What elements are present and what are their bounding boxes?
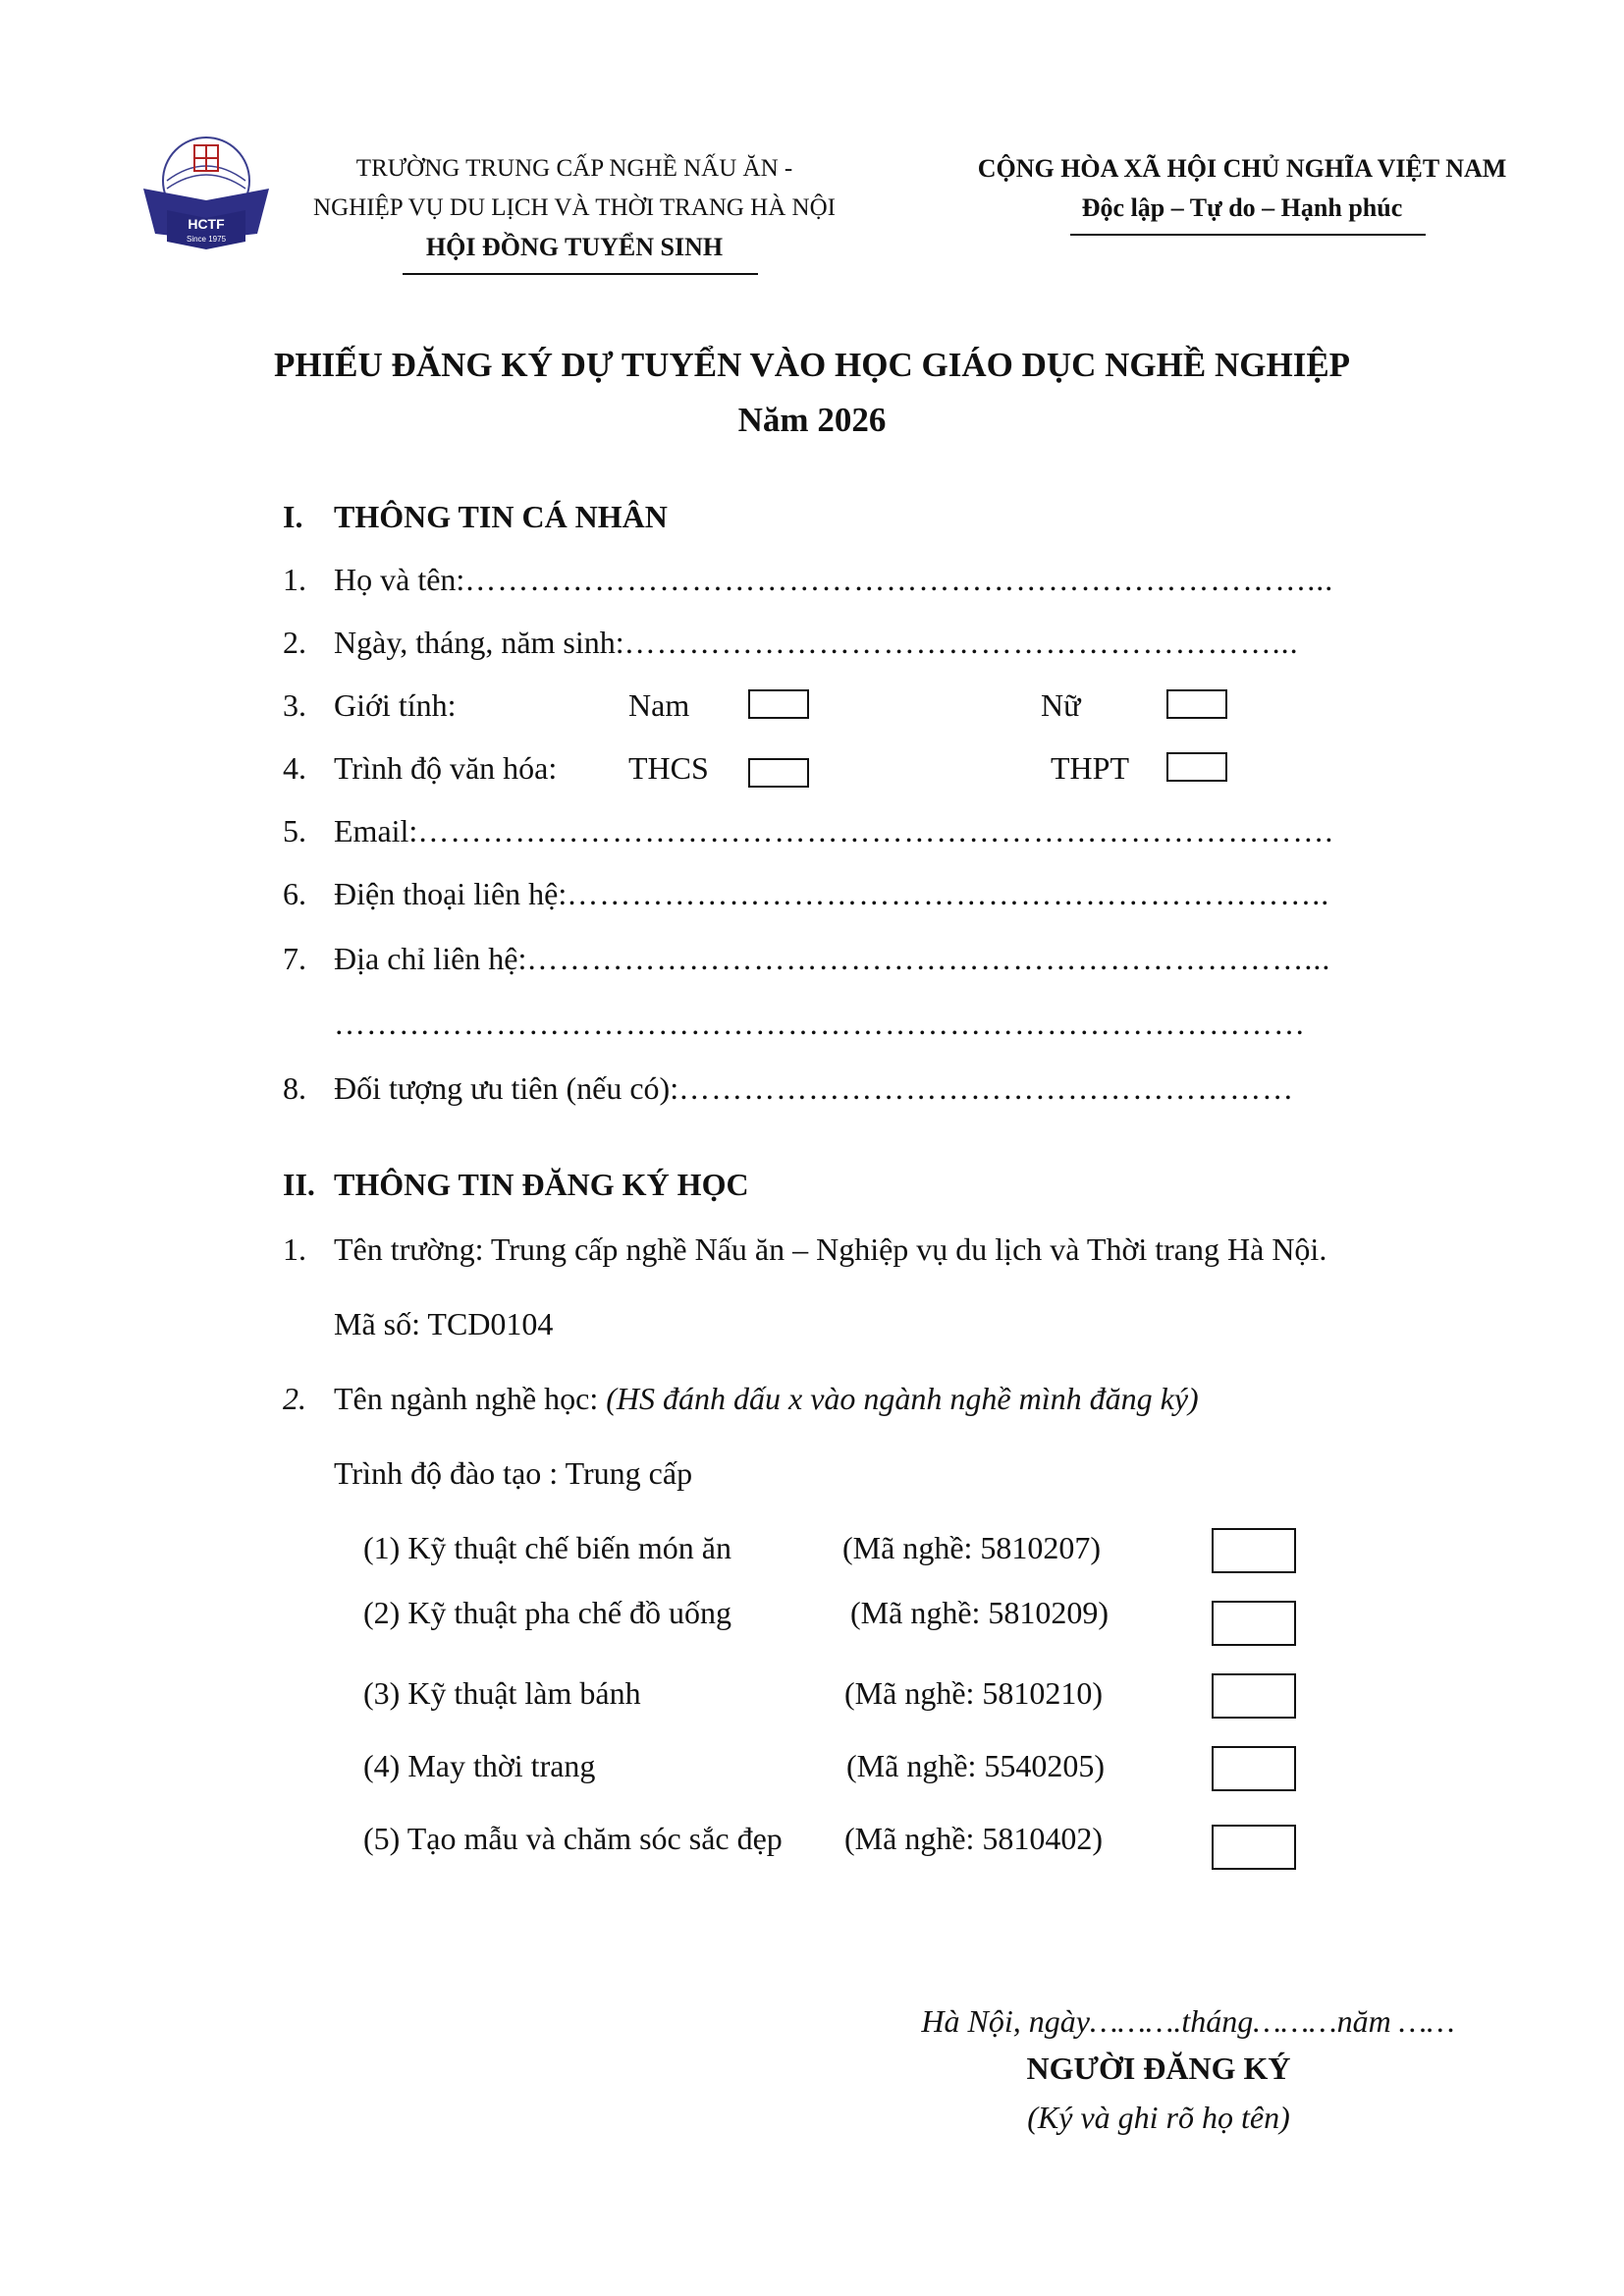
nation-name: CỘNG HÒA XÃ HỘI CHỦ NGHĨA VIỆT NAM xyxy=(977,154,1507,183)
signature-title: NGƯỜI ĐĂNG KÝ xyxy=(1026,2050,1291,2086)
section-personal-info-heading: I. THÔNG TIN CÁ NHÂN xyxy=(283,499,668,534)
nation-motto: Độc lập – Tự do – Hạnh phúc xyxy=(1081,193,1403,222)
course-5-name: (5) Tạo mẫu và chăm sóc sắc đẹp xyxy=(363,1821,783,1856)
major-item: 2. Tên ngành nghề học: (HS đánh dấu x vào ngành nghề mình đăng ký) xyxy=(283,1381,1199,1416)
education-thcs-label: THCS xyxy=(628,750,709,786)
form-title-year: Năm 2026 xyxy=(737,401,887,439)
field-education-level: 4. Trình độ văn hóa: xyxy=(283,750,558,786)
course-3-name: (3) Kỹ thuật làm bánh xyxy=(363,1675,641,1711)
course-3-code: (Mã nghề: 5810210) xyxy=(844,1675,1104,1711)
course-4-checkbox[interactable] xyxy=(1212,1746,1296,1791)
form-title xyxy=(0,338,1624,448)
svg-text:HCTF: HCTF xyxy=(188,216,225,232)
course-2-name: (2) Kỹ thuật pha chế đồ uống xyxy=(363,1595,732,1630)
course-1-name: (1) Kỹ thuật chế biến món ăn xyxy=(363,1530,731,1565)
svg-text:Since 1975: Since 1975 xyxy=(186,235,227,244)
course-4-code: (Mã nghề: 5540205) xyxy=(846,1748,1106,1783)
education-thpt-label: THPT xyxy=(1051,750,1129,786)
training-level: Trình độ đào tạo : Trung cấp xyxy=(334,1455,693,1491)
gender-female-label: Nữ xyxy=(1041,687,1081,723)
school-logo xyxy=(137,132,275,253)
field-address-continued[interactable]: ……………………………………………………………………………… xyxy=(334,1006,1306,1041)
field-email[interactable]: 5. Email:…………………………………………………………………………. xyxy=(283,813,1334,848)
school-underline xyxy=(403,273,758,275)
motto-underline xyxy=(1070,234,1426,236)
school-name-line2: NGHIỆP VỤ DU LỊCH VÀ THỜI TRANG HÀ NỘI xyxy=(313,194,836,221)
signature-note: (Ký và ghi rõ họ tên) xyxy=(1027,2100,1290,2135)
field-address[interactable]: 7. Địa chỉ liên hệ:………………………………………………………………... xyxy=(283,941,1331,976)
course-4-name: (4) May thời trang xyxy=(363,1748,596,1783)
school-name-line1: TRƯỜNG TRUNG CẤP NGHỀ NẤU ĂN - xyxy=(355,155,793,182)
school-header xyxy=(285,149,864,267)
course-2-checkbox[interactable] xyxy=(1212,1601,1296,1646)
school-name-item: 1. Tên trường: Trung cấp nghề Nấu ăn – Nghiệp vụ du lịch và Thời trang Hà Nội. xyxy=(283,1231,1327,1267)
education-thpt-checkbox[interactable] xyxy=(1166,752,1227,782)
field-date-of-birth[interactable]: 2. Ngày, tháng, năm sinh:……………………………………………………... xyxy=(283,625,1299,660)
form-title-line1: PHIẾU ĐĂNG KÝ DỰ TUYỂN VÀO HỌC GIÁO DỤC NGHỀ NGHIỆP xyxy=(273,346,1351,384)
course-1-code: (Mã nghề: 5810207) xyxy=(842,1530,1102,1565)
course-2-code: (Mã nghề: 5810209) xyxy=(850,1595,1110,1630)
education-thcs-checkbox[interactable] xyxy=(748,758,809,788)
admission-council: HỘI ĐỒNG TUYỂN SINH xyxy=(425,233,724,261)
major-hint: (HS đánh dấu x vào ngành nghề mình đăng ký) xyxy=(606,1381,1199,1416)
school-code: Mã số: TCD0104 xyxy=(334,1306,554,1341)
gender-male-label: Nam xyxy=(628,687,690,723)
course-5-code: (Mã nghề: 5810402) xyxy=(844,1821,1104,1856)
course-1-checkbox[interactable] xyxy=(1212,1528,1296,1573)
gender-male-checkbox[interactable] xyxy=(748,689,809,719)
field-phone[interactable]: 6. Điện thoại liên hệ:…………………………………………………………….. xyxy=(283,876,1330,911)
course-5-checkbox[interactable] xyxy=(1212,1825,1296,1870)
signature-date-line: Hà Nội, ngày……….tháng………năm …… xyxy=(921,2003,1455,2039)
national-header xyxy=(952,149,1532,228)
field-gender: 3. Giới tính: xyxy=(283,687,457,723)
course-3-checkbox[interactable] xyxy=(1212,1673,1296,1719)
gender-female-checkbox[interactable] xyxy=(1166,689,1227,719)
section-registration-heading: II. THÔNG TIN ĐĂNG KÝ HỌC xyxy=(283,1167,749,1202)
field-full-name[interactable]: 1. Họ và tên:……………………………………………………………………... xyxy=(283,562,1334,597)
field-priority-group[interactable]: 8. Đối tượng ưu tiên (nếu có):………………………………………………… xyxy=(283,1070,1295,1106)
